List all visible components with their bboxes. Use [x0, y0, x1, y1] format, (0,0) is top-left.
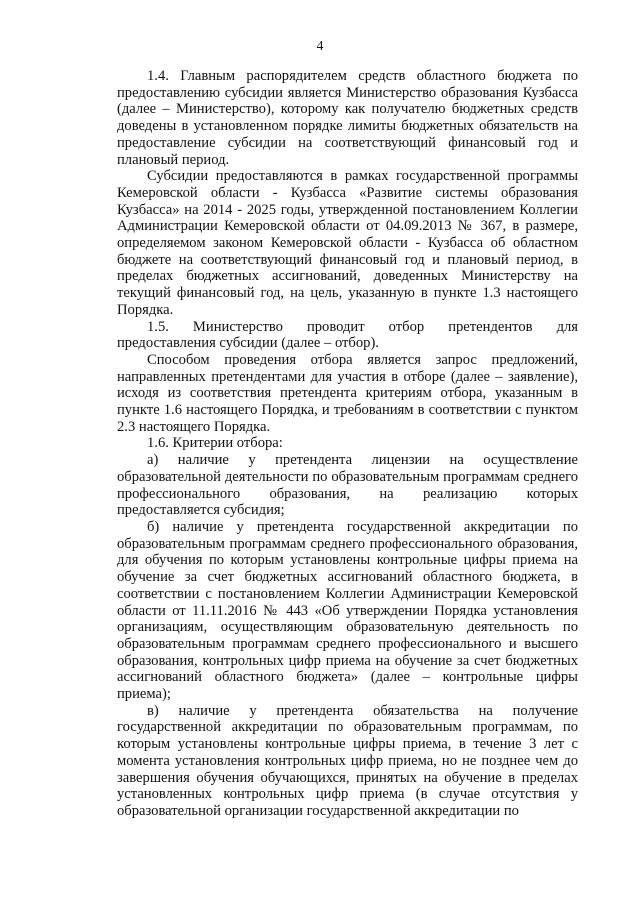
paragraph-1-4: 1.4. Главным распорядителем средств областного бюджета по предоставлению субсидии является Министерство образования Кузбасса (далее – Министерство), которому как получателю бюджетных средств доведены в установленном порядке лимиты бюджетных обязательств на предоставление субсидии на соответствующий финансовый год и плановый период. — [117, 68, 578, 168]
page-number: 4 — [316, 38, 324, 53]
criterion-c: в) наличие у претендента обязательства на получение государственной аккредитации по образовательным программам, по которым установлены контрольные цифры приема, в течение 3 лет с момента установления контрольных цифр приема, но не позднее чем до завершения обучения обучающихся, принятых на обучение в пределах установленных контрольных цифр приема (в случае отсутствия у образовательной организации государственной аккредитации по — [117, 702, 578, 819]
paragraph-1-6: 1.6. Критерии отбора: — [147, 435, 283, 452]
criterion-b: б) наличие у претендента государственной аккредитации по образовательным программам среднего профессионального образования, для обучения по которым установлены контрольные цифры приема на обучение за счет бюджетных ассигнований областного бюджета, в соответствии с постановлением Коллегии Администрации Кемеровской области от 11.11.2016 № 443 «Об утверждении Порядка установления организациям, осуществляющим образовательную деятельность по образовательным программам среднего профессионального и высшего образования, контрольных цифр приема на обучение за счет бюджетных ассигнований областного бюджета» (далее – контрольные цифры приема); — [117, 518, 578, 703]
document-body — [117, 68, 578, 820]
paragraph-1-5: 1.5. Министерство проводит отбор претендентов для предоставления субсидии (далее – отбор). — [117, 318, 578, 352]
paragraph-selection-method: Способом проведения отбора является запрос предложений, направленных претендентами для участия в отборе (далее – заявление), исходя из соответствия претендента критериям отбора, указанным в пункте 1.6 настоящего Порядка, и требованиям в соответствии с пунктом 2.3 настоящего Порядка. — [117, 351, 578, 435]
paragraph-subsidy-program: Субсидии предоставляются в рамках государственной программы Кемеровской области - Кузбасса «Развитие системы образования Кузбасса» на 2014 - 2025 годы, утвержденной постановлением Коллегии Администрации Кемеровской области от 04.09.2013 № 367, в размере, определяемом законом Кемеровской области - Кузбасса об областном бюджете на соответствующий финансовый год и плановый период, в пределах бюджетных ассигнований, доведенных Министерству на текущий финансовый год, на цель, указанную в пункте 1.3 настоящего Порядка. — [117, 168, 578, 318]
criterion-a: а) наличие у претендента лицензии на осуществление образовательной деятельности по образовательным программам среднего профессионального образования, на реализацию которых предоставляется субсидия; — [117, 452, 578, 519]
